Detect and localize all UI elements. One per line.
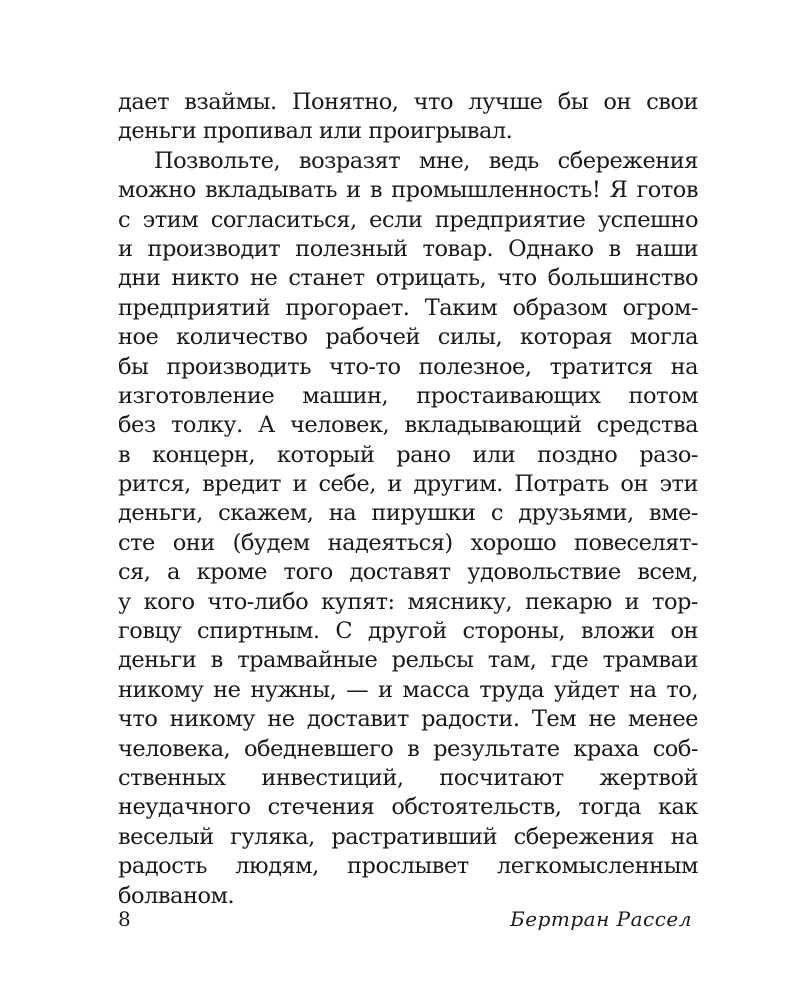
page-footer bbox=[118, 907, 698, 939]
text-line: изготовление машин, простаивающих потом bbox=[118, 382, 698, 409]
text-line: радость людям, прослывет легкомысленным bbox=[118, 853, 698, 880]
paragraph-1 bbox=[118, 88, 698, 147]
text-line: рится, вредит и себе, и другим. Потрать он эти bbox=[118, 471, 698, 498]
text-line: в концерн, который рано или поздно разо- bbox=[118, 441, 698, 468]
text-line: бы производить что-то полезное, тратится на bbox=[118, 353, 698, 380]
text-line: сте они (будем надеяться) хорошо повеселят- bbox=[118, 529, 698, 556]
text-line: деньги, скажем, на пирушки с друзьями, вме- bbox=[118, 500, 698, 527]
running-footer-author: Бертран Рассел bbox=[510, 907, 692, 931]
text-line: деньги пропивал или проигрывал. bbox=[118, 118, 513, 145]
text-line: дает взаймы. Понятно, что лучше бы он свои bbox=[118, 89, 698, 115]
text-line: неудачного стечения обстоятельств, тогда как bbox=[118, 794, 698, 821]
text-line: у кого что-либо купят: мяснику, пекарю и тор- bbox=[118, 588, 698, 615]
text-line: без толку. А человек, вкладывающий средства bbox=[118, 412, 698, 439]
text-line: человека, обедневшего в результате краха соб- bbox=[118, 735, 698, 762]
text-line: деньги в трамвайные рельсы там, где трамваи bbox=[118, 647, 698, 674]
text-line: говцу спиртным. С другой стороны, вложи он bbox=[118, 618, 698, 645]
text-line: дни никто не станет отрицать, что большинство bbox=[118, 265, 698, 292]
text-line: ся, а кроме того доставят удовольствие всем, bbox=[118, 559, 698, 586]
text-line: ное количество рабочей силы, которая могла bbox=[118, 324, 698, 351]
paragraph-2 bbox=[118, 147, 698, 911]
text-line: что никому не доставит радости. Тем не менее bbox=[118, 706, 698, 733]
text-line: болваном. bbox=[118, 882, 235, 909]
text-line: с этим согласиться, если предприятие успешно bbox=[118, 206, 698, 233]
text-line: предприятий прогорает. Таким образом огром- bbox=[118, 294, 698, 321]
text-line: Позвольте, возразят мне, ведь сбережения bbox=[154, 147, 698, 174]
text-line: никому не нужны, — и масса труда уйдет на то, bbox=[118, 676, 698, 703]
text-line: ственных инвестиций, посчитают жертвой bbox=[118, 764, 698, 791]
body-text bbox=[118, 88, 698, 911]
page-number: 8 bbox=[118, 907, 131, 931]
text-line: веселый гуляка, растративший сбережения на bbox=[118, 823, 698, 850]
text-line: и производит полезный товар. Однако в наши bbox=[118, 235, 698, 262]
text-line: можно вкладывать и в промышленность! Я готов bbox=[118, 177, 698, 204]
